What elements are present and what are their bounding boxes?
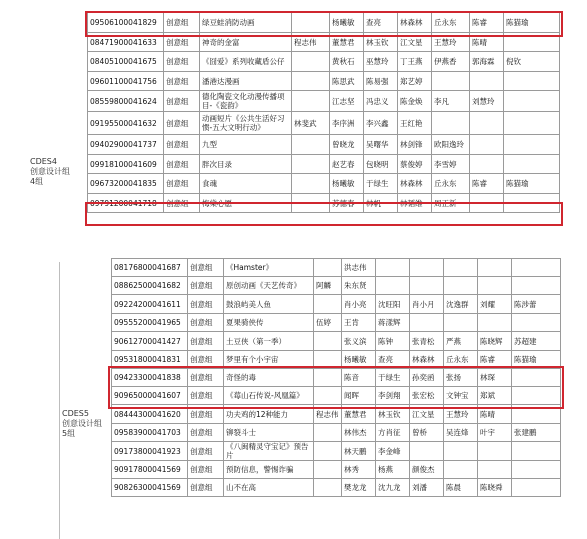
- table-cell: [478, 442, 512, 461]
- table-row: [112, 479, 561, 497]
- table-cell: 潘港达漫画: [200, 72, 292, 91]
- table-cell: [292, 155, 330, 174]
- table-cell: 创意组: [188, 314, 224, 332]
- table-cell: 江文星: [410, 405, 444, 424]
- table-cell: 查亮: [376, 351, 410, 369]
- table-cell: 丘永东: [432, 174, 470, 194]
- table-row: [112, 295, 561, 314]
- table-cell: 朱东贤: [342, 277, 376, 295]
- table-cell: 刘耀: [478, 295, 512, 314]
- table-cell: 创意组: [164, 194, 200, 213]
- table-cell: 梅棠心愿: [200, 194, 292, 213]
- table-cell: 陈猫瑜: [504, 13, 560, 33]
- table-cell: 林琛: [478, 369, 512, 387]
- table-cell: 09601100041756: [88, 72, 164, 91]
- table-cell: 郭海霖: [470, 52, 504, 72]
- table-cell: 创意组: [188, 479, 224, 497]
- table-cell: 90965000041607: [112, 387, 188, 405]
- table-cell: 陈涉蕾: [512, 295, 561, 314]
- table-cell: [512, 259, 561, 277]
- table-cell: 09506100041829: [88, 13, 164, 33]
- table-cell: 90826300041569: [112, 479, 188, 497]
- table-cell: [512, 442, 561, 461]
- table-cell: 创意组: [188, 405, 224, 424]
- table-cell: 胖次目录: [200, 155, 292, 174]
- table-cell: 倪钦: [504, 52, 560, 72]
- table-cell: 陈钟: [376, 332, 410, 351]
- table-cell: [512, 461, 561, 479]
- table-cell: 伍婷: [314, 314, 342, 332]
- table-row: [88, 194, 560, 213]
- table-cell: 沈逸群: [444, 295, 478, 314]
- table-cell: 张建鹏: [512, 424, 561, 442]
- table-cell: 林伟杰: [342, 424, 376, 442]
- table-cell: 土豆侠（第一季）: [224, 332, 314, 351]
- table-cell: 巫慧玲: [364, 52, 398, 72]
- group-number: 5组: [62, 429, 76, 438]
- group-label-cdes5: [62, 409, 102, 439]
- table-cell: 09791200041718: [88, 194, 164, 213]
- table-cell: 90917800041569: [112, 461, 188, 479]
- table-row: [112, 442, 561, 461]
- table-cell: 阿麟: [314, 277, 342, 295]
- table-cell: [470, 72, 504, 91]
- table-cell: 李序洲: [330, 112, 364, 135]
- table-cell: 李雪婷: [432, 155, 470, 174]
- table-cell: 梦里有个小宇宙: [224, 351, 314, 369]
- table-cell: 丘永东: [432, 13, 470, 33]
- table-cell: 《八闽精灵守宝记》预告片: [224, 442, 314, 461]
- table-cell: 董慧君: [342, 405, 376, 424]
- table-cell: 创意组: [188, 424, 224, 442]
- table-cell: 肖小月: [410, 295, 444, 314]
- table-cell: [512, 479, 561, 497]
- table-cell: [314, 259, 342, 277]
- table-cell: [444, 461, 478, 479]
- table-row: [112, 461, 561, 479]
- table-cell: 09555200041965: [112, 314, 188, 332]
- table-cell: 09423300041838: [112, 369, 188, 387]
- table-cell: 林天鹏: [342, 442, 376, 461]
- table-cell: 创意组: [164, 52, 200, 72]
- table-cell: 陈金焕: [398, 91, 432, 112]
- table-cell: 陈晨: [444, 479, 478, 497]
- table-row: [88, 91, 560, 112]
- table-cell: 张青松: [410, 332, 444, 351]
- table-cell: [410, 314, 444, 332]
- table-cell: 叶宇: [478, 424, 512, 442]
- table-cell: 于绿生: [376, 369, 410, 387]
- table-cell: 丘永东: [444, 351, 478, 369]
- table-row: [88, 33, 560, 52]
- table-cell: 创意组: [164, 33, 200, 52]
- table-cell: 于绿生: [364, 174, 398, 194]
- table-cell: [292, 174, 330, 194]
- table-cell: 蔡俊婷: [398, 155, 432, 174]
- table-cell: 《莓山石传说-风凰篇》: [224, 387, 314, 405]
- table-cell: 林秀: [342, 461, 376, 479]
- table-cell: 09173800041923: [112, 442, 188, 461]
- table-cell: 预防信息，警惕诈骗: [224, 461, 314, 479]
- table-cell: 90612700041427: [112, 332, 188, 351]
- table-cell: [314, 387, 342, 405]
- table-cell: 董慧君: [330, 33, 364, 52]
- table-cell: 创意组: [188, 259, 224, 277]
- table-cell: [314, 479, 342, 497]
- table-cell: 创意组: [164, 112, 200, 135]
- table-cell: 李凡: [432, 91, 470, 112]
- table-cell: 动画短片《公共生活好习惯-五大文明行动》: [200, 112, 292, 135]
- table-cell: 创意组: [188, 369, 224, 387]
- table-cell: 鼓浪屿美人鱼: [224, 295, 314, 314]
- table-cell: 08176800041687: [112, 259, 188, 277]
- table-cell: [444, 259, 478, 277]
- table-row: [112, 314, 561, 332]
- table-cell: 陈晴: [478, 405, 512, 424]
- table-cell: 张宏松: [410, 387, 444, 405]
- table-cell: 陈睿: [470, 174, 504, 194]
- table-cell: 严燕: [444, 332, 478, 351]
- table-cell: [444, 442, 478, 461]
- table-cell: 杨曦敏: [342, 351, 376, 369]
- table-cell: [314, 424, 342, 442]
- table-row: [88, 112, 560, 135]
- group-code: CDES4: [30, 157, 57, 166]
- group-name: 创意设计组: [62, 419, 102, 428]
- table-cell: 09531800041831: [112, 351, 188, 369]
- table-cell: 肖小亮: [342, 295, 376, 314]
- table-cell: 创意组: [188, 351, 224, 369]
- table-cell: [314, 369, 342, 387]
- table-row: [112, 369, 561, 387]
- table-row: [88, 135, 560, 155]
- table-cell: 杨曦敏: [330, 13, 364, 33]
- table-cell: [292, 194, 330, 213]
- table-cell: 陈猫瑜: [512, 351, 561, 369]
- table-cell: [410, 277, 444, 295]
- table-row: [88, 52, 560, 72]
- table-cell: [504, 135, 560, 155]
- table-cell: 德化陶瓷文化动漫传播项目-《瓷韵》: [200, 91, 292, 112]
- table-cell: [314, 295, 342, 314]
- table-cell: 吴连烽: [444, 424, 478, 442]
- table-cell: 09195500041632: [88, 112, 164, 135]
- table-cell: 丁王燕: [398, 52, 432, 72]
- cdes5-table: [111, 258, 561, 497]
- table-cell: 王肯: [342, 314, 376, 332]
- table-cell: 林森林: [398, 174, 432, 194]
- table-cell: 王慧玲: [432, 33, 470, 52]
- table-cell: 张义滨: [342, 332, 376, 351]
- table-cell: 09673200041835: [88, 174, 164, 194]
- table-cell: [478, 277, 512, 295]
- table-cell: 洪志伟: [342, 259, 376, 277]
- table-cell: 蒋漾辉: [376, 314, 410, 332]
- table-cell: [478, 259, 512, 277]
- table-cell: 创意组: [188, 461, 224, 479]
- table-cell: 刘潘: [410, 479, 444, 497]
- table-cell: [512, 405, 561, 424]
- table-cell: 陈易强: [364, 72, 398, 91]
- table-cell: [292, 72, 330, 91]
- table-cell: [444, 314, 478, 332]
- table-cell: 创意组: [188, 442, 224, 461]
- table-cell: [512, 314, 561, 332]
- table-cell: 陈猫瑜: [504, 174, 560, 194]
- table-cell: 林玉钦: [364, 33, 398, 52]
- table-cell: 杨燕: [376, 461, 410, 479]
- table-cell: 创意组: [164, 174, 200, 194]
- table-cell: 夏果骑侠传: [224, 314, 314, 332]
- table-cell: 奇怪的毒: [224, 369, 314, 387]
- table-cell: [292, 135, 330, 155]
- table-row: [112, 277, 561, 295]
- table-cell: [410, 442, 444, 461]
- table-cell: [432, 72, 470, 91]
- margin-divider: [59, 262, 60, 539]
- table-cell: [376, 277, 410, 295]
- group-code: CDES5: [62, 409, 89, 418]
- table-cell: [478, 314, 512, 332]
- table-row: [88, 13, 560, 33]
- table-cell: 创意组: [188, 295, 224, 314]
- table-cell: 创意组: [188, 387, 224, 405]
- table-cell: 江文星: [398, 33, 432, 52]
- table-cell: [376, 259, 410, 277]
- table-cell: 功夫鸡的12种能力: [224, 405, 314, 424]
- table-cell: 陈睿: [470, 13, 504, 33]
- table-cell: 原创动画《天艺传奇》: [224, 277, 314, 295]
- table-cell: [314, 442, 342, 461]
- table-cell: [478, 461, 512, 479]
- table-cell: 食魂: [200, 174, 292, 194]
- table-cell: [314, 461, 342, 479]
- table-cell: 程志伟: [292, 33, 330, 52]
- table-cell: [444, 277, 478, 295]
- table-cell: 神奇的金富: [200, 33, 292, 52]
- table-cell: 冯忠义: [364, 91, 398, 112]
- table-cell: [512, 387, 561, 405]
- table-cell: 沈旺阳: [376, 295, 410, 314]
- table-cell: 黄秋石: [330, 52, 364, 72]
- table-cell: 王红艳: [398, 112, 432, 135]
- table-cell: [504, 155, 560, 174]
- table-cell: 沈九龙: [376, 479, 410, 497]
- table-cell: 创意组: [164, 13, 200, 33]
- table-cell: 曾晓龙: [330, 135, 364, 155]
- table-cell: 林帆: [364, 194, 398, 213]
- table-cell: 09402900041737: [88, 135, 164, 155]
- table-cell: 颜俊杰: [410, 461, 444, 479]
- table-cell: [314, 332, 342, 351]
- table-cell: 包晓明: [364, 155, 398, 174]
- table-cell: [470, 135, 504, 155]
- table-cell: 08405100041675: [88, 52, 164, 72]
- table-cell: 陈睿: [478, 351, 512, 369]
- table-cell: 陈晴: [470, 33, 504, 52]
- table-cell: 苏德春: [330, 194, 364, 213]
- table-cell: 创意组: [188, 277, 224, 295]
- table-cell: 闻晖: [342, 387, 376, 405]
- table-cell: 林森林: [410, 351, 444, 369]
- table-cell: [504, 72, 560, 91]
- table-cell: [470, 155, 504, 174]
- table-cell: 09224200041611: [112, 295, 188, 314]
- table-cell: 08862500041682: [112, 277, 188, 295]
- table-cell: 樊龙龙: [342, 479, 376, 497]
- table-cell: 陈音: [342, 369, 376, 387]
- table-cell: 《Hamster》: [224, 259, 314, 277]
- table-cell: 伊燕香: [432, 52, 470, 72]
- table-cell: [410, 259, 444, 277]
- table-cell: 刘慧玲: [470, 91, 504, 112]
- table-cell: 郑艺婷: [398, 72, 432, 91]
- table-cell: [504, 194, 560, 213]
- table-cell: 林韬维: [398, 194, 432, 213]
- table-cell: 郑斌: [478, 387, 512, 405]
- table-cell: 林剑锋: [398, 135, 432, 155]
- table-cell: 欧阳逸玲: [432, 135, 470, 155]
- table-row: [112, 259, 561, 277]
- table-cell: 陈晓辉: [478, 332, 512, 351]
- table-cell: 《囧爱》系列收藏盾公仔: [200, 52, 292, 72]
- table-cell: 林森林: [398, 13, 432, 33]
- table-cell: 08471900041633: [88, 33, 164, 52]
- table-cell: 周正新: [432, 194, 470, 213]
- table-row: [112, 424, 561, 442]
- cdes4-table: [87, 12, 560, 213]
- table-cell: [470, 112, 504, 135]
- group-number: 4组: [30, 177, 44, 186]
- table-cell: 程志伟: [314, 405, 342, 424]
- table-cell: 绿豆蛙消防动画: [200, 13, 292, 33]
- table-cell: 陈思武: [330, 72, 364, 91]
- table-cell: 铆裂斗士: [224, 424, 314, 442]
- table-cell: [504, 33, 560, 52]
- table-cell: 山不在高: [224, 479, 314, 497]
- table-row: [112, 332, 561, 351]
- group-name: 创意设计组: [30, 167, 70, 176]
- table-cell: 08559800041624: [88, 91, 164, 112]
- table-cell: 李金峰: [376, 442, 410, 461]
- table-cell: 曾桥: [410, 424, 444, 442]
- group-label-cdes4: [30, 157, 70, 187]
- table-cell: 林玉钦: [376, 405, 410, 424]
- table-cell: 张扬: [444, 369, 478, 387]
- table-cell: 赵艺春: [330, 155, 364, 174]
- table-cell: 吴曙华: [364, 135, 398, 155]
- table-cell: [512, 369, 561, 387]
- table-cell: 方肖征: [376, 424, 410, 442]
- table-cell: 创意组: [164, 91, 200, 112]
- table-cell: [314, 351, 342, 369]
- table-row: [112, 351, 561, 369]
- table-cell: 创意组: [164, 155, 200, 174]
- table-cell: 江志坚: [330, 91, 364, 112]
- table-row: [112, 405, 561, 424]
- table-cell: [292, 13, 330, 33]
- table-row: [88, 155, 560, 174]
- table-cell: [292, 91, 330, 112]
- table-row: [112, 387, 561, 405]
- table-cell: 孙奕函: [410, 369, 444, 387]
- table-cell: 09918100041609: [88, 155, 164, 174]
- table-cell: 九型: [200, 135, 292, 155]
- table-cell: 创意组: [164, 72, 200, 91]
- table-cell: 创意组: [164, 135, 200, 155]
- table-cell: [292, 52, 330, 72]
- table-cell: 李剑翔: [376, 387, 410, 405]
- table-cell: 08444300041620: [112, 405, 188, 424]
- table-cell: [504, 112, 560, 135]
- table-cell: 创意组: [188, 332, 224, 351]
- table-cell: 李兴鑫: [364, 112, 398, 135]
- table-cell: [432, 112, 470, 135]
- table-cell: 文钟宝: [444, 387, 478, 405]
- table-cell: [512, 277, 561, 295]
- table-cell: [504, 91, 560, 112]
- table-cell: 陈晓舜: [478, 479, 512, 497]
- table-cell: 苏超建: [512, 332, 561, 351]
- table-cell: 王慧玲: [444, 405, 478, 424]
- table-cell: 查亮: [364, 13, 398, 33]
- table-row: [88, 174, 560, 194]
- table-row: [88, 72, 560, 91]
- table-cell: [470, 194, 504, 213]
- table-cell: 09583900041703: [112, 424, 188, 442]
- table-cell: 林斐武: [292, 112, 330, 135]
- table-cell: 杨曦敏: [330, 174, 364, 194]
